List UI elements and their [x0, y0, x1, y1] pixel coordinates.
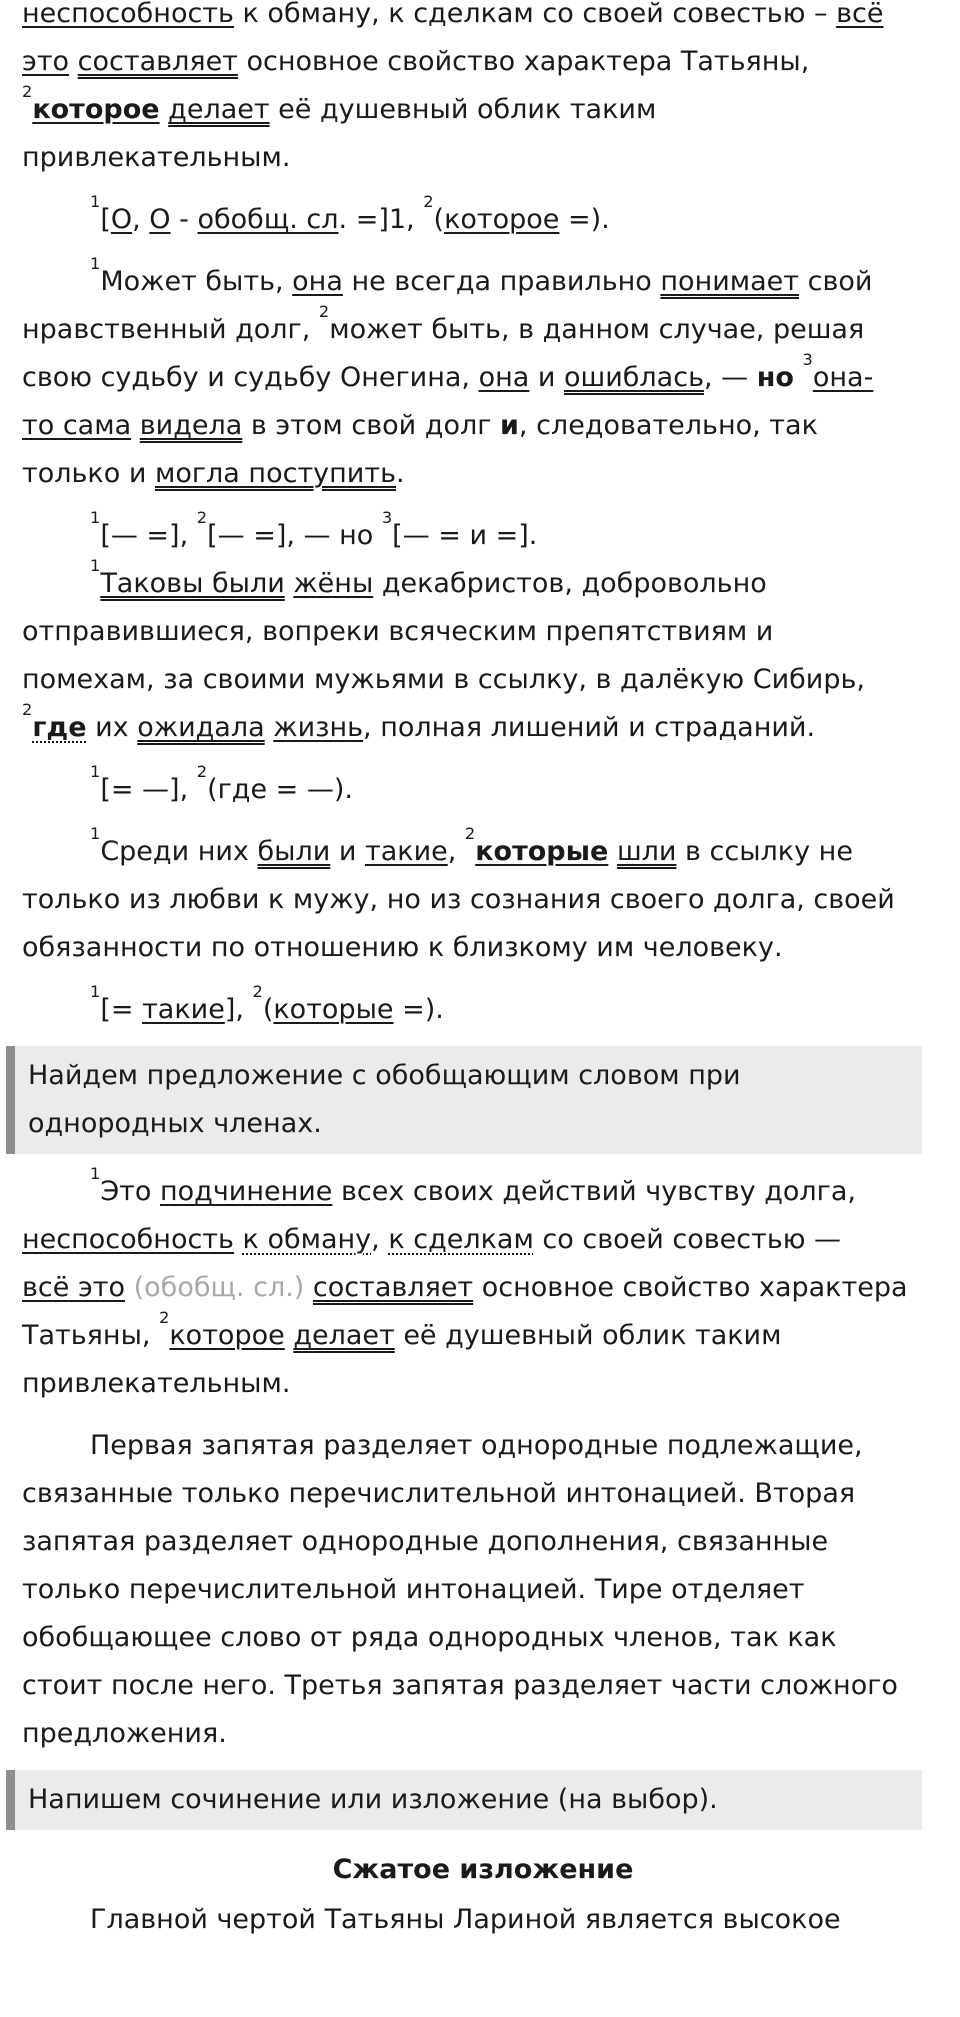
text: [= —], — [100, 774, 197, 805]
text: свой — [799, 266, 873, 297]
text: всё — [836, 0, 884, 29]
text: которое — [169, 1320, 285, 1351]
text: в ссылку не — [676, 836, 853, 867]
task-note-2 — [6, 1770, 922, 1830]
clause-number: 1 — [90, 1164, 101, 1183]
text: О — [110, 204, 133, 235]
clause-number: 1 — [90, 192, 101, 211]
text: . =]1, — [338, 204, 424, 235]
text: которое — [32, 94, 160, 125]
text: шли — [616, 836, 677, 867]
text — [794, 362, 803, 393]
text: привлекательным. — [22, 142, 291, 173]
text: Первая запятая разделяет однородные подлежащие, — [90, 1430, 863, 1461]
text: предложения. — [22, 1718, 227, 1749]
text: со своей совестью — — [533, 1224, 842, 1255]
text: такие — [364, 836, 448, 867]
text: такие — [142, 994, 225, 1025]
clause-number: 1 — [90, 556, 101, 575]
text: жизнь — [273, 712, 364, 743]
text: свою судьбу и судьбу Онегина, — [22, 362, 479, 393]
text: она — [478, 362, 530, 393]
text: стоит после него. Третья запятая разделяет части сложного — [22, 1670, 898, 1701]
text — [125, 1272, 134, 1303]
clause-number: 3 — [802, 350, 813, 369]
text: Может быть, — [100, 266, 293, 297]
sentence-5 — [0, 1164, 960, 1408]
text: подчинение — [160, 1176, 333, 1207]
text: - — [170, 204, 198, 235]
text: нравственный долг, — [22, 314, 319, 345]
clause-number: 1 — [90, 508, 101, 527]
text: =). — [559, 204, 610, 235]
text: понимает — [660, 266, 800, 297]
text: видела — [139, 410, 243, 441]
text: , следовательно, так — [518, 410, 818, 441]
text: могла поступить — [154, 458, 396, 489]
note-text: Найдем предложение с обобщающим словом при — [28, 1060, 741, 1091]
text: ошиблась — [564, 362, 704, 393]
text: [— = и =]. — [392, 520, 538, 551]
text: к сделкам — [388, 1224, 534, 1255]
text: только перечислительной интонацией. Тире отделяет — [22, 1574, 805, 1605]
text: её душевный облик таким — [269, 94, 657, 125]
text: может быть, в данном случае, решая — [329, 314, 865, 345]
text: ожидала — [137, 712, 265, 743]
text: которые — [475, 836, 609, 867]
clause-number: 2 — [196, 508, 208, 527]
text: только и — [22, 458, 155, 489]
text: к обману, к сделкам со своей совестью – — [233, 0, 837, 29]
text: которое — [444, 204, 560, 235]
clause-number: 2 — [159, 1308, 170, 1327]
clause-number: 1 — [90, 254, 101, 273]
text: жёны — [293, 568, 374, 599]
text: привлекательным. — [22, 1368, 291, 1399]
note-text: Напишем сочинение или изложение (на выбор). — [28, 1784, 718, 1815]
sentence-4 — [0, 824, 960, 972]
text: , — [132, 204, 150, 235]
task-note-1 — [6, 1046, 922, 1154]
text: отправившиеся, вопреки всяческим препятствиям и — [22, 616, 774, 647]
text: обязанности по отношению к близкому им человеку. — [22, 932, 783, 963]
text: неспособность — [22, 1224, 234, 1255]
text: =). — [393, 994, 444, 1025]
clause-number: 2 — [196, 762, 208, 781]
text: , — [447, 836, 465, 867]
clause-number: 1 — [90, 824, 101, 843]
text: ], — [224, 994, 253, 1025]
text: её душевный облик таким — [394, 1320, 782, 1351]
text: [= — [100, 994, 143, 1025]
text: их — [86, 712, 138, 743]
clause-number: 1 — [90, 982, 101, 1001]
text: составляет — [77, 46, 238, 77]
text — [131, 410, 140, 441]
note-text: однородных членах. — [28, 1108, 322, 1139]
text: не всегда правильно — [342, 266, 661, 297]
text: в этом свой долг — [242, 410, 500, 441]
explanation — [0, 1422, 960, 1758]
text: основное свойство характера — [473, 1272, 908, 1303]
text: Татьяны, — [22, 1320, 160, 1351]
clause-number: 2 — [252, 982, 263, 1001]
text: Среди них — [100, 836, 258, 867]
text: всех своих действий чувству долга, — [332, 1176, 856, 1207]
scheme-4 — [0, 982, 960, 1034]
clause-number: 2 — [318, 302, 330, 321]
text: обобщ. сл — [197, 204, 339, 235]
text: , полная лишений и страданий. — [363, 712, 816, 743]
text — [160, 94, 169, 125]
sentence-3 — [0, 556, 960, 752]
clause-number: 2 — [22, 700, 33, 719]
summary-first-line: Главной чертой Татьяны Лариной является высокое — [90, 1904, 841, 1935]
text — [304, 1272, 313, 1303]
text: всё это — [22, 1272, 126, 1303]
text: основное свойство характера Татьяны, — [237, 46, 810, 77]
text: запятая разделяет однородные дополнения, связанные — [22, 1526, 829, 1557]
text: составляет — [312, 1272, 474, 1303]
text: но — [756, 362, 794, 393]
text: которые — [273, 994, 394, 1025]
text: где — [32, 712, 87, 743]
text: и — [529, 362, 564, 393]
text: помехам, за своими мужьями в ссылку, в далёкую Сибирь, — [22, 664, 865, 695]
text: , — — [703, 362, 757, 393]
section-title: Сжатое изложение — [332, 1854, 634, 1885]
text: к обману — [242, 1224, 372, 1255]
clause-number: 2 — [423, 192, 434, 211]
text: , — [371, 1224, 389, 1255]
clause-number: 3 — [381, 508, 393, 527]
text: декабристов, добровольно — [373, 568, 767, 599]
text: делает — [293, 1320, 395, 1351]
scheme-2 — [0, 508, 960, 560]
text: О — [149, 204, 171, 235]
text — [234, 1224, 243, 1255]
text: были — [257, 836, 331, 867]
text: только из любви к мужу, но из сознания своего долга, своей — [22, 884, 895, 915]
text — [69, 46, 78, 77]
text: то сама — [22, 410, 132, 441]
clause-number: 2 — [22, 82, 33, 101]
text: Таковы были — [100, 568, 285, 599]
clause-number: 1 — [90, 762, 101, 781]
text — [608, 836, 617, 867]
text: ( — [433, 204, 445, 235]
text: обобщающее слово от ряда однородных членов, так как — [22, 1622, 837, 1653]
text: [ — [100, 204, 111, 235]
scheme-3 — [0, 762, 960, 814]
text — [265, 712, 274, 743]
text: неспособность — [22, 0, 234, 29]
clause-number: 2 — [464, 824, 476, 843]
text: [— =], — но — [207, 520, 382, 551]
sentence-1 — [0, 0, 960, 182]
text: Это — [100, 1176, 160, 1207]
text: и — [500, 410, 519, 441]
text: ( — [262, 994, 274, 1025]
text: делает — [168, 94, 270, 125]
text: (где = —). — [207, 774, 353, 805]
scheme-1 — [0, 192, 960, 244]
text: это — [22, 46, 70, 77]
text: (обобщ. сл.) — [133, 1272, 305, 1303]
text: она — [292, 266, 343, 297]
text: и — [330, 836, 365, 867]
text: связанные только перечислительной интонацией. Вторая — [22, 1478, 856, 1509]
sentence-2 — [0, 254, 960, 498]
text: она- — [812, 362, 874, 393]
text: [— =], — [100, 520, 197, 551]
text: . — [396, 458, 405, 489]
